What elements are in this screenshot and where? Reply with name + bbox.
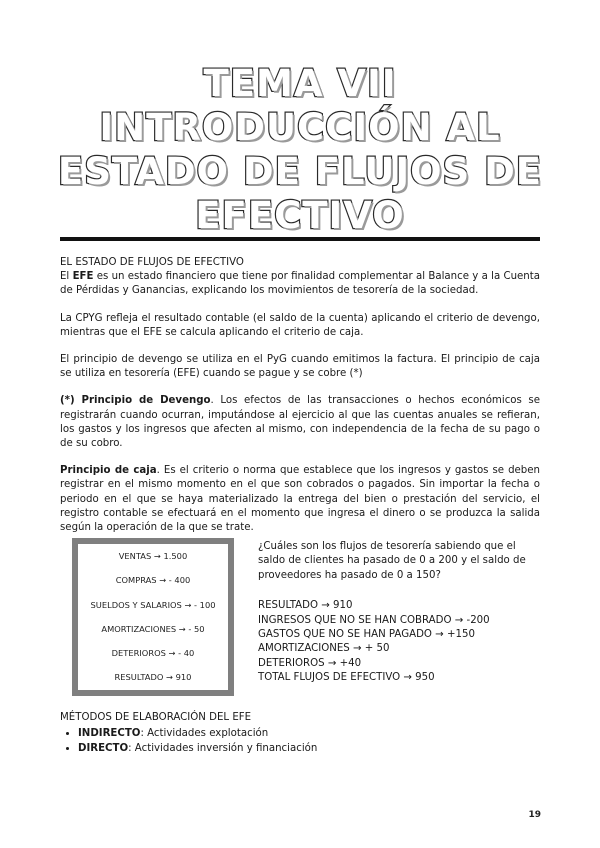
title-divider: [60, 237, 540, 241]
p1-rest: es un estado financiero que tiene por finalidad complementar al Balance y a la Cuenta de Pérdidas y Ganancias, explicando los movimientos de tesorería de la sociedad.: [60, 271, 540, 297]
list-item-indirect: [78, 726, 540, 742]
direct-desc: : Actividades inversión y financiación: [128, 743, 318, 754]
pyg-summary-box: [72, 538, 234, 696]
title-line-2: INTRODUCCIÓN AL: [99, 106, 501, 149]
answer-total: TOTAL FLUJOS DE EFECTIVO → 950: [258, 672, 435, 684]
title-line-1: TEMA VII: [203, 62, 397, 105]
p4-rest: . Los efectos de las transacciones o hechos económicos se registrarán cuando ocurran, imputándose al ejercicio al que las cuentas anuales se refieran, los gastos y los ingresos que afecten al mismo, con independencia de la fecha de su pago o de su cobro.: [60, 395, 540, 450]
box-item-amortizaciones: AMORTIZACIONES → - 50: [101, 623, 205, 634]
p5-bold: Principio de caja: [60, 465, 157, 477]
p1-lead: El: [60, 271, 73, 283]
indirect-desc: : Actividades explotación: [140, 727, 269, 739]
box-item-compras: COMPRAS → - 400: [115, 575, 191, 586]
answer-amortizaciones: AMORTIZACIONES → + 50: [258, 643, 390, 655]
box-item-ventas: VENTAS → 1.500: [118, 551, 188, 561]
paragraph-cpyg: La CPYG refleja el resultado contable (el saldo de la cuenta) aplicando el criterio de devengo, mientras que el EFE se calcula aplicando el criterio de caja.: [60, 312, 540, 338]
section-heading: EL ESTADO DE FLUJOS DE EFECTIVO: [60, 257, 244, 268]
answer-deterioros: DETERIOROS → +40: [258, 657, 362, 669]
page-number: 19: [528, 810, 541, 820]
paragraph-principles: El principio de devengo se utiliza en el PyG cuando emitimos la factura. El principio de caja se utiliza en tesorería (EFE) cuando se pague y se cobre (*): [60, 354, 540, 380]
example-section: [72, 538, 542, 688]
list-item-direct: [78, 741, 540, 757]
methods-section: [60, 710, 540, 757]
title-line-3: ESTADO DE FLUJOS DE: [57, 150, 543, 193]
direct-label: DIRECTO: [78, 743, 129, 754]
p5-rest: . Es el criterio o norma que establece que los ingresos y gastos se deben registrar en el mismo momento en el que son cobrados o pagados. Sin importar la fecha o periodo en el que se haya materializado la entrega del bien o prestación del servicio, el registro contable se efectuará en el momento que ingresa el dinero o se produzca la salida según la operación de la que se trate.: [60, 465, 540, 534]
box-item-resultado: RESULTADO → 910: [114, 672, 192, 683]
paragraph-devengo: [60, 394, 540, 451]
methods-heading: MÉTODOS DE ELABORACIÓN DEL EFE: [60, 712, 252, 723]
answer-resultado: RESULTADO → 910: [258, 600, 353, 612]
title-line-4: EFECTIVO: [195, 194, 405, 237]
box-item-sueldos: SUELDOS Y SALARIOS → - 100: [90, 599, 216, 610]
paragraph-caja: [60, 464, 540, 535]
box-item-deterioros: DETERIOROS → - 40: [111, 648, 195, 659]
paragraph-efe-definition: [60, 270, 540, 298]
p4-bold: (*) Principio de Devengo: [60, 395, 211, 407]
methods-list: [60, 726, 540, 757]
main-content: [60, 256, 540, 548]
indirect-label: INDIRECTO: [78, 727, 141, 739]
answer-gastos: GASTOS QUE NO SE HAN PAGADO → +150: [258, 629, 475, 641]
question-block: [258, 540, 540, 686]
question-text: ¿Cuáles son los flujos de tesorería sabiendo que el saldo de clientes ha pasado de 0 a 200 y el saldo de proveedores ha pasado de 0 a 150?: [258, 541, 526, 581]
p1-bold-efe: EFE: [72, 271, 94, 283]
answer-ingresos: INGRESOS QUE NO SE HAN COBRADO → -200: [258, 614, 490, 626]
page-title: [40, 62, 560, 238]
